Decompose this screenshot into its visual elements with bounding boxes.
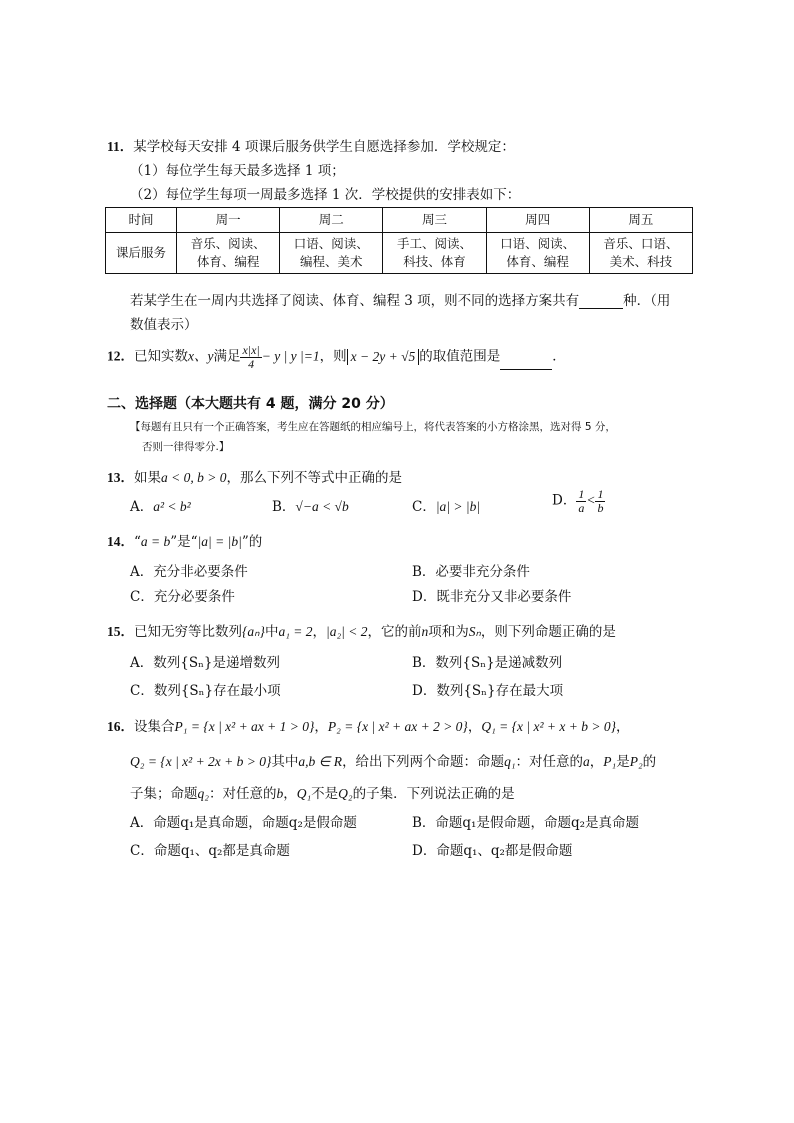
schedule-table <box>105 207 693 274</box>
q14-number: 14 <box>107 534 121 549</box>
q13-stem-line: 13．如果a < 0, b > 0，那么下列不等式中正确的是 <box>107 470 402 486</box>
schedule-cell: 手工、阅读、 科技、体育 <box>383 233 486 274</box>
q11-rule1: （1）每位学生每天最多选择 1 项； <box>130 163 345 179</box>
q16-line3: 子集；命题q₂：对任意的b，Q₁不是Q₂的子集．下列说法正确的是 <box>130 786 515 802</box>
q13-option-b[interactable]: B．√−a < √b <box>272 499 349 515</box>
q13-option-a[interactable]: A．a² < b² <box>130 499 191 515</box>
q12-line: 12．已知实数x、y满足 $\frac{x|x|}{4}$ − y | y |=1，则 x − 2y + √5 的取值范围是 ． <box>107 343 566 371</box>
q14-option-b[interactable]: B．必要非充分条件 <box>412 564 530 580</box>
schedule-header-cell: 周四 <box>486 208 589 233</box>
section2-title: 二、选择题（本大题共有 4 题，满分 20 分） <box>107 396 394 412</box>
q16-number: 16 <box>107 719 121 734</box>
q15-option-d[interactable]: D．数列{Sₙ}存在最大项 <box>412 683 564 699</box>
answer-blank[interactable] <box>500 369 552 370</box>
q12-abs-expression: x − 2y + √5 <box>347 349 420 365</box>
schedule-row-label: 课后服务 <box>106 233 177 274</box>
q16-option-c[interactable]: C．命题q₁、q₂都是真命题 <box>130 843 290 859</box>
schedule-cell: 音乐、口语、 美术、科技 <box>589 233 692 274</box>
schedule-cell: 口语、阅读、 编程、美术 <box>280 233 383 274</box>
schedule-cell: 音乐、阅读、 体育、编程 <box>177 233 280 274</box>
section2-note-line1: 【每题有且只有一个正确答案，考生应在答题纸的相应编号上，将代表答案的小方格涂黑，选对得 5 分， <box>130 421 616 433</box>
q14-stem-line: 14．“a = b”是“|a| = |b|”的 <box>107 534 263 550</box>
q15-option-c[interactable]: C．数列{Sₙ}存在最小项 <box>130 683 281 699</box>
schedule-cell: 口语、阅读、 体育、编程 <box>486 233 589 274</box>
q14-option-c[interactable]: C．充分必要条件 <box>130 589 235 605</box>
q15-number: 15 <box>107 624 121 639</box>
q16-line1: 16．设集合P₁ = {x | x² + ax + 1 > 0}，P₂ = {x | x² + ax + 2 > 0}，Q₁ = {x | x² + x + b > 0}， <box>107 719 630 735</box>
schedule-header-cell: 周五 <box>589 208 692 233</box>
q16-option-b[interactable]: B．命题q₁是假命题，命题q₂是真命题 <box>412 815 640 831</box>
q11-stem-line: 11．某学校每天安排 4 项课后服务供学生自愿选择参加．学校规定： <box>107 139 515 155</box>
q13-number: 13 <box>107 470 121 485</box>
schedule-header-row <box>106 208 693 233</box>
q16-option-a[interactable]: A．命题q₁是真命题，命题q₂是假命题 <box>130 815 357 831</box>
answer-blank[interactable] <box>579 308 623 309</box>
schedule-header-cell: 周三 <box>383 208 486 233</box>
q12-number: 12 <box>107 348 121 364</box>
section2-note-line2: 否则一律得零分.】 <box>142 441 230 453</box>
q16-line2: Q₂ = {x | x² + 2x + b > 0}其中a,b ∈ R，给出下列两个命题：命题q₁：对任意的a，P₁是P₂的 <box>130 754 657 770</box>
schedule-row <box>106 233 693 274</box>
schedule-header-cell: 时间 <box>106 208 177 233</box>
q11-follow-line1: 若某学生在一周内共选择了阅读、体育、编程 3 项，则不同的选择方案共有 种．（用 <box>130 293 671 309</box>
q14-option-a[interactable]: A．充分非必要条件 <box>130 564 248 580</box>
q15-stem-line: 15．已知无穷等比数列{aₙ}中a₁ = 2，|a₂| < 2，它的前n项和为Sₙ，则下列命题正确的是 <box>107 624 616 640</box>
schedule-header-cell: 周二 <box>280 208 383 233</box>
q16-option-d[interactable]: D．命题q₁、q₂都是假命题 <box>412 843 573 859</box>
q13-option-d[interactable]: D． $\frac{1}{a}$ < $\frac{1}{b}$ <box>552 487 604 515</box>
q14-option-d[interactable]: D．既非充分又非必要条件 <box>412 589 572 605</box>
q11-stem: 某学校每天安排 4 项课后服务供学生自愿选择参加．学校规定： <box>133 139 515 155</box>
q13-option-c[interactable]: C．|a| > |b| <box>412 499 481 515</box>
schedule-header-cell: 周一 <box>177 208 280 233</box>
q15-option-b[interactable]: B．数列{Sₙ}是递减数列 <box>412 655 563 671</box>
q12-fraction: $\frac{x|x|}{4}$ <box>242 343 260 371</box>
q11-number: 11 <box>107 139 120 154</box>
q11-follow-line2: 数值表示） <box>130 317 198 333</box>
q11-rule2: （2）每位学生每项一周最多选择 1 次．学校提供的安排表如下： <box>130 187 521 203</box>
q15-option-a[interactable]: A．数列{Sₙ}是递增数列 <box>130 655 281 671</box>
